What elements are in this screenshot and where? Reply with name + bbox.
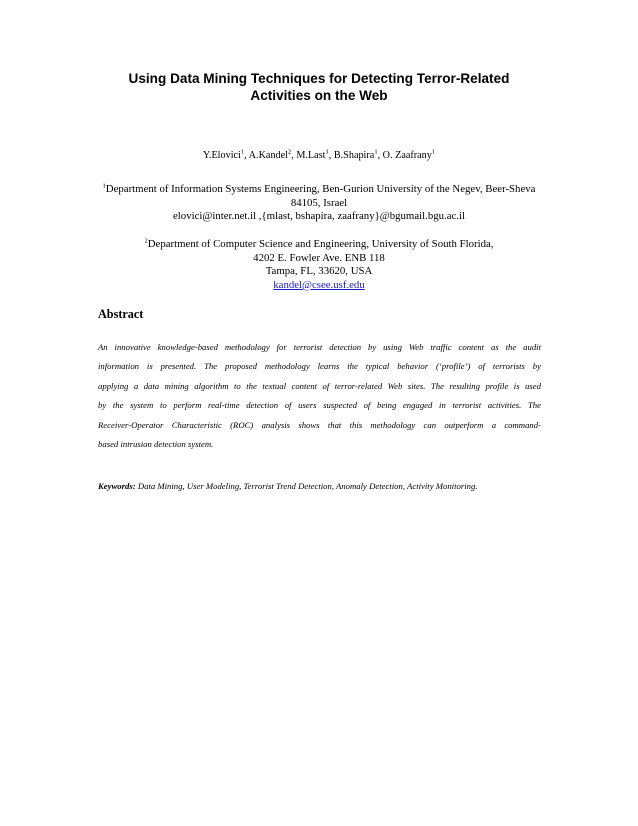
paper-title — [60, 70, 578, 104]
author-affiliation-mark: 2 — [288, 148, 292, 156]
affiliation-1-department: Department of Information Systems Engineering, Ben-Gurion University of the Negev, Beer-Sheva — [105, 183, 536, 195]
affiliation-1-line-2: 84105, Israel — [290, 196, 348, 209]
affiliation-1 — [60, 183, 578, 224]
author-affiliation-mark: 1 — [325, 148, 329, 156]
affiliation-1-line-1 — [60, 183, 578, 197]
title-line-1: Using Data Mining Techniques for Detecting Terror-Related — [128, 71, 510, 86]
affiliation-2-address: 4202 E. Fowler Ave. ENB 118 — [253, 251, 385, 264]
author-name: A.Kandel — [248, 150, 288, 161]
affiliation-2-line-1 — [60, 238, 578, 252]
title-line-2: Activities on the Web — [250, 88, 388, 103]
affiliation-2-email-row — [60, 279, 578, 293]
affiliation-2 — [60, 238, 578, 292]
abstract-body — [98, 338, 541, 454]
affiliation-1-emails: elovici@inter.net.il ,{mlast, bshapira, zaafrany}@bgumail.bgu.ac.il — [173, 210, 465, 223]
author-name: O. Zaafrany — [382, 150, 432, 161]
author-name: B.Shapira — [333, 150, 375, 161]
author-affiliation-mark: 1 — [374, 148, 378, 156]
author-affiliation-mark: 1 — [431, 148, 436, 156]
abstract-line: by the system to perform real-time detection of users suspected of being engaged in terrorist activities. The — [98, 400, 541, 411]
keywords-label: Keywords: — [98, 481, 136, 491]
abstract-line: An innovative knowledge-based methodology for terrorist detection by using Web traffic content as the audit — [98, 342, 541, 352]
abstract-line: information is presented. The proposed methodology learns the typical behavior (‘profile’) of terrorists by — [98, 361, 541, 372]
abstract-heading: Abstract — [98, 307, 144, 321]
author-list: Y.Elovici$^1$, A.Kandel$^2$, M.Last$^1$, B.Shapira$^1$, O. Zaafrany$^1$ — [202, 148, 436, 161]
keywords-text: Data Mining, User Modeling, Terrorist Trend Detection, Anomaly Detection, Activity Monitoring. — [135, 481, 478, 491]
affiliation-2-department: Department of Computer Science and Engineering, University of South Florida, — [147, 238, 494, 250]
abstract-line: applying a data mining algorithm to the textual content of terror-related Web sites. The resulting profile is used — [98, 380, 541, 391]
affiliation-2-city: Tampa, FL, 33620, USA — [265, 265, 373, 278]
abstract-line: based intrusion detection system. — [98, 439, 214, 450]
affiliation-2-mark: 2 — [144, 237, 148, 245]
affiliation-2-email-link[interactable]: kandel@csee.usf.edu — [273, 278, 365, 291]
abstract-line: Receiver-Operator Characteristic (ROC) analysis shows that this methodology can outperform a command- — [98, 419, 541, 430]
author-name: M.Last — [296, 150, 326, 161]
author-affiliation-mark: 1 — [240, 148, 245, 156]
affiliation-1-mark: 1 — [102, 182, 106, 190]
author-name: Y.Elovici — [202, 150, 241, 161]
keywords — [98, 480, 558, 492]
